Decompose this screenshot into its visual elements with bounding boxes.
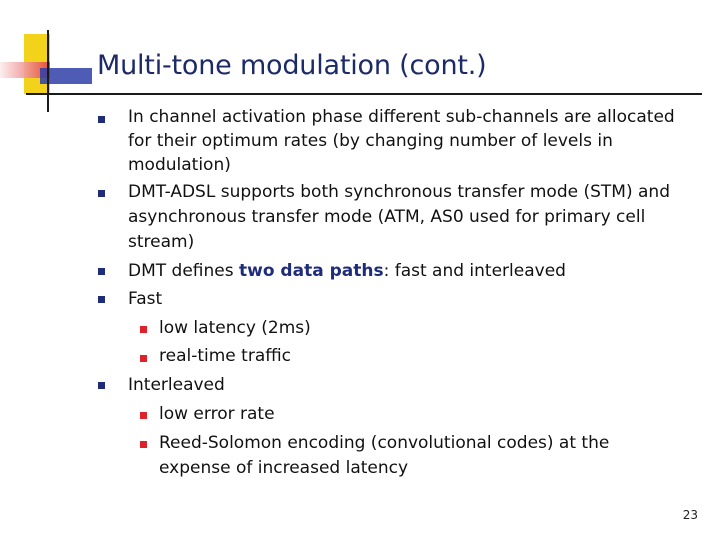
bullet-3-highlight: two data paths bbox=[239, 261, 384, 281]
bullet-5-sub-2-line-2: expense of increased latency bbox=[159, 458, 409, 478]
sub-bullet-icon bbox=[140, 355, 147, 362]
bullet-2-line-2: asynchronous transfer mode (ATM, AS0 used for primary cell bbox=[128, 207, 646, 227]
bullet-1-line-3: modulation) bbox=[128, 155, 231, 175]
bullet-2-line-1: DMT-ADSL supports both synchronous transfer mode (STM) and bbox=[128, 182, 670, 202]
bullet-3-suffix: : fast and interleaved bbox=[383, 261, 566, 281]
sub-bullet-icon bbox=[140, 412, 147, 419]
slide-title: Multi-tone modulation (cont.) bbox=[97, 50, 487, 81]
sub-bullet-icon bbox=[140, 441, 147, 448]
bullet-3-prefix: DMT defines bbox=[128, 261, 239, 281]
bullet-5-sub-1: low error rate bbox=[159, 404, 275, 424]
bullet-2-line-3: stream) bbox=[128, 232, 195, 252]
bullet-4-label: Fast bbox=[128, 289, 163, 309]
bullet-5-sub-2-line-1: Reed-Solomon encoding (convolutional codes) at the bbox=[159, 433, 610, 453]
bullet-icon bbox=[98, 268, 105, 275]
bullet-1-line-2: for their optimum rates (by changing number of levels in bbox=[128, 131, 613, 151]
bullet-5-label: Interleaved bbox=[128, 375, 225, 395]
bullet-icon bbox=[98, 190, 105, 197]
bullet-1-line-1: In channel activation phase different sub-channels are allocated bbox=[128, 107, 675, 127]
page-number: 23 bbox=[682, 508, 698, 522]
bullet-icon bbox=[98, 116, 105, 123]
bullet-icon bbox=[98, 382, 105, 389]
bullet-3-line bbox=[128, 263, 566, 280]
sub-bullet-icon bbox=[140, 326, 147, 333]
bullet-icon bbox=[98, 296, 105, 303]
bullet-4-sub-1: low latency (2ms) bbox=[159, 318, 311, 338]
bullet-4-sub-2: real-time traffic bbox=[159, 346, 292, 366]
